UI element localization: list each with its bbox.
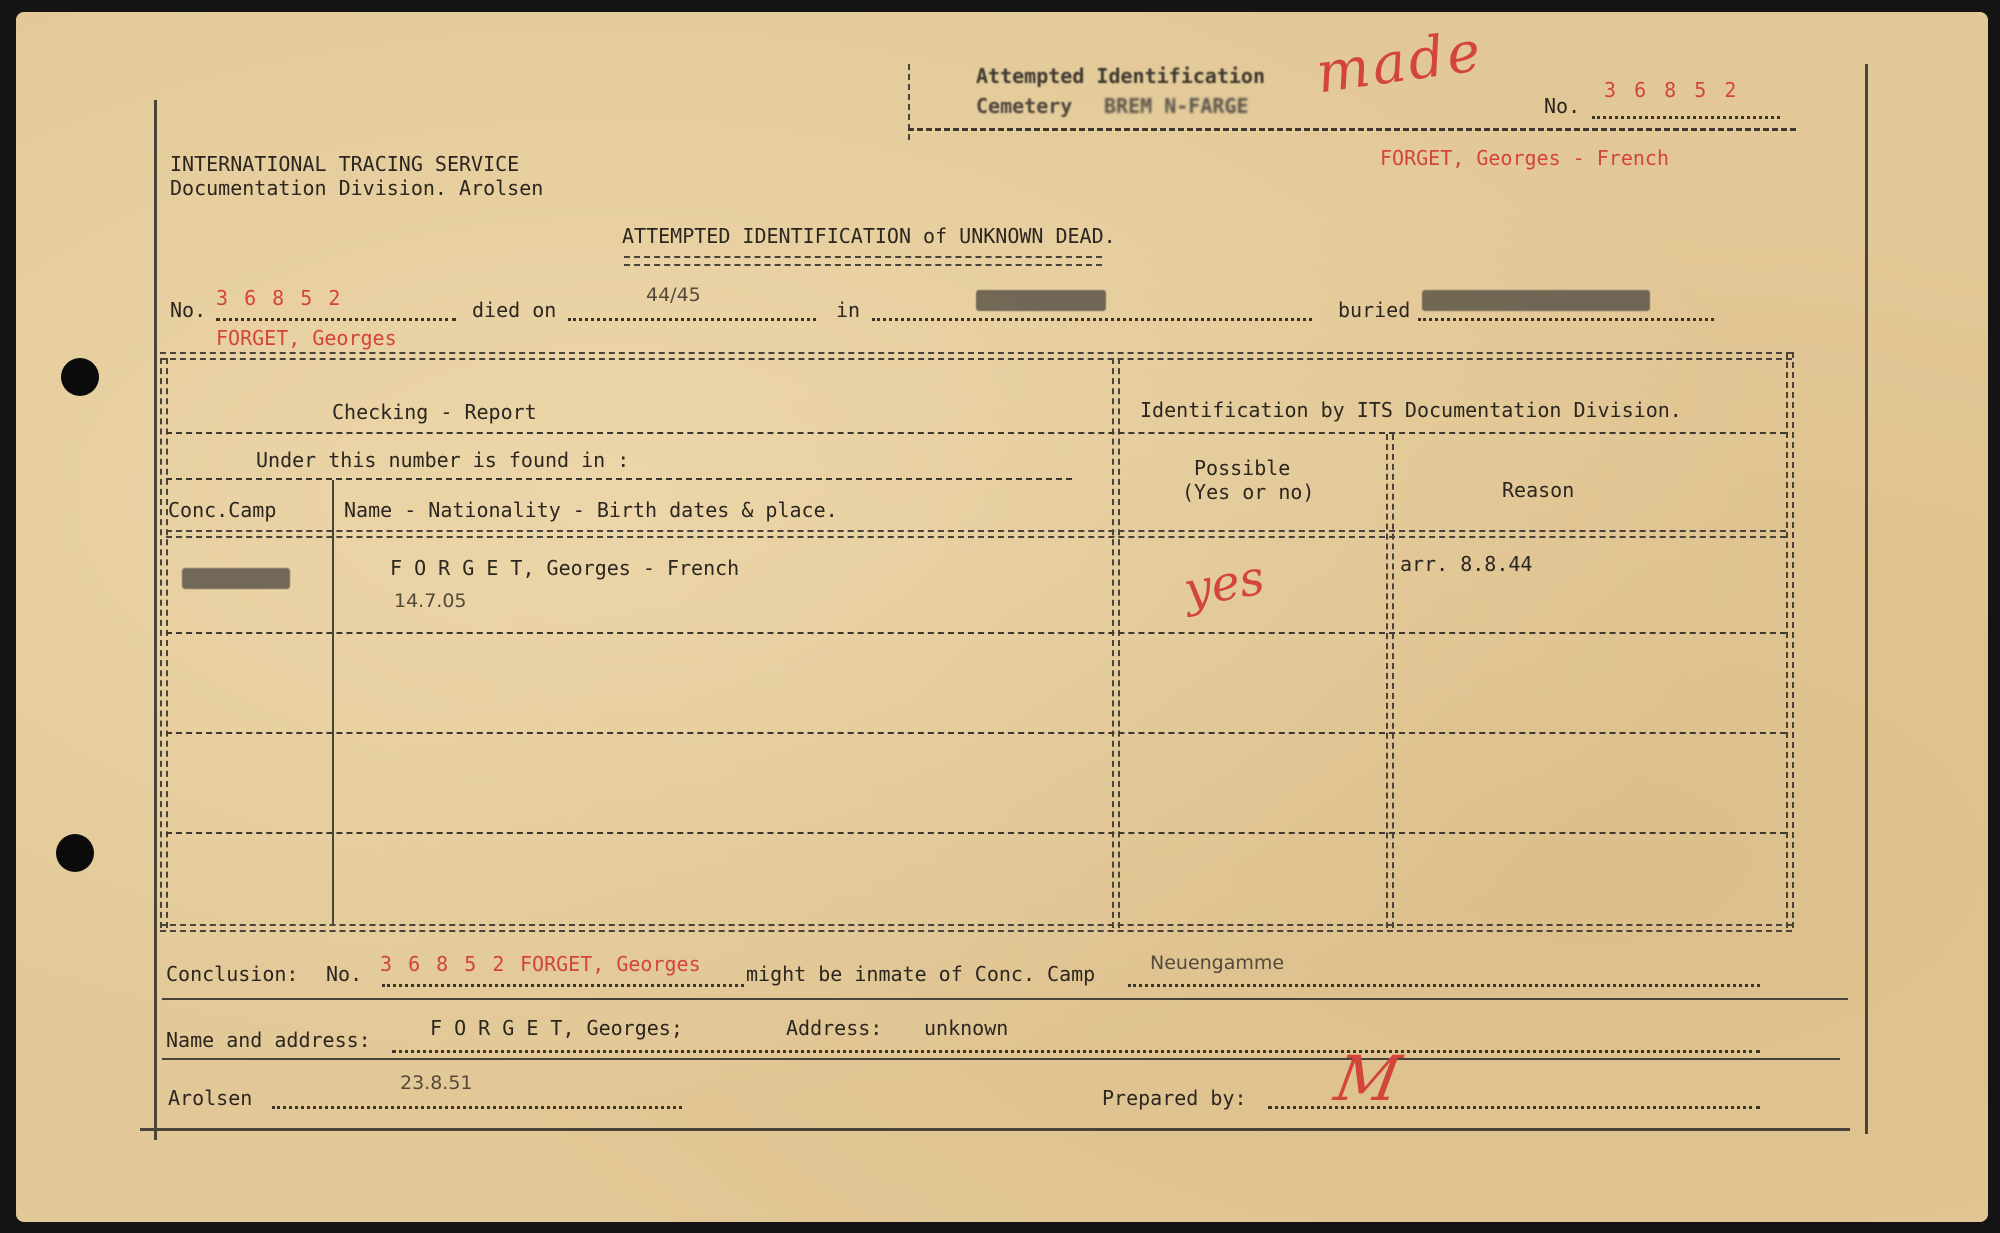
conclusion-no-dots (382, 984, 744, 987)
column-header-reason: Reason (1502, 478, 1575, 502)
record-buried-label: buried (1338, 298, 1411, 322)
conclusion-no-label: No. (326, 962, 363, 986)
conclusion-camp-dots (1128, 984, 1760, 987)
name-address-name: F O R G E T, Georges; (430, 1016, 683, 1040)
record-died-dots (568, 318, 816, 321)
name-address-address-label: Address: (786, 1016, 883, 1040)
title-double-underline (624, 256, 1102, 266)
record-buried-value: Cemetery Bremen-Farge (1422, 290, 1650, 311)
punch-hole-upper (61, 358, 99, 396)
record-in-dots (872, 318, 1312, 321)
name-address-address-value: unknown (924, 1016, 1009, 1040)
top-right-name: FORGET, Georges - French (1380, 146, 1669, 170)
name-address-dots (392, 1050, 1760, 1053)
table-column-divider-camp (332, 480, 334, 926)
header-box-cemetery-label: Cemetery (976, 94, 1073, 118)
document-card (16, 12, 1988, 1222)
institution-line-1: INTERNATIONAL TRACING SERVICE (170, 152, 520, 176)
record-died-label: died on (472, 298, 557, 322)
row-1-birth: 14.7.05 (394, 590, 467, 612)
record-died-value: 44/45 (646, 284, 701, 306)
row-separator-1 (166, 632, 1786, 634)
header-box-cemetery-value: BREM N-FARGE (1104, 94, 1249, 118)
right-frame-line (1865, 64, 1868, 1134)
row-separator-2 (166, 732, 1786, 734)
name-address-label: Name and address: (166, 1028, 371, 1052)
footer-date-value: 23.8.51 (400, 1072, 473, 1094)
table-right-border (1786, 352, 1794, 928)
header-box-title: Attempted Identification (976, 64, 1265, 88)
record-name-value: FORGET, Georges (216, 326, 397, 350)
conclusion-middle-text: might be inmate of Conc. Camp (746, 962, 1096, 986)
column-header-possible-2: (Yes or no) (1182, 480, 1315, 504)
column-header-possible-1: Possible (1194, 456, 1291, 480)
footer-initial-signature: M (1329, 1042, 1406, 1115)
bottom-frame-line (140, 1128, 1850, 1131)
found-in-label: Under this number is found in : (256, 448, 630, 472)
header-box-bottom-line (908, 128, 1796, 131)
table-top-border (160, 352, 1792, 360)
column-header-camp: Conc.Camp (168, 498, 277, 522)
column-header-name: Name - Nationality - Birth dates & place. (344, 498, 838, 522)
row-1-name: F O R G E T, Georges - French (390, 556, 740, 580)
record-no-label: No. (170, 298, 207, 322)
table-column-divider-main (1112, 358, 1120, 928)
row-separator-3 (166, 832, 1786, 834)
footer-date-dots (272, 1106, 682, 1109)
table-bottom-border (160, 924, 1792, 932)
row-1-camp: Neuengamme (182, 568, 291, 589)
name-address-underline (162, 1058, 1840, 1060)
record-in-label: in (836, 298, 861, 322)
row-1-reason: arr. 8.8.44 (1400, 552, 1533, 576)
document-title: ATTEMPTED IDENTIFICATION of UNKNOWN DEAD. (622, 224, 1116, 248)
table-column-divider-possible (1386, 434, 1394, 928)
header-box-no-value: 3 6 8 5 2 (1604, 78, 1740, 102)
header-box-handwritten-made: made (1312, 18, 1488, 107)
punch-hole-lower (56, 834, 94, 872)
table-header-separator (166, 432, 1786, 434)
conclusion-label: Conclusion: (166, 962, 299, 986)
record-no-dots (216, 318, 456, 321)
record-buried-dots (1418, 318, 1714, 321)
record-no-value: 3 6 8 5 2 (216, 286, 343, 310)
column-header-bottom-border (166, 530, 1786, 538)
found-in-underline (166, 478, 1072, 480)
footer-prepared-label: Prepared by: (1102, 1086, 1247, 1110)
conclusion-no-value: 3 6 8 5 2 (380, 952, 507, 976)
conclusion-camp-value: Neuengamme (1150, 952, 1285, 974)
checking-report-heading: Checking - Report (332, 400, 537, 424)
header-box-no-label: No. (1544, 94, 1581, 118)
table-left-border (160, 358, 168, 928)
conclusion-name-value: FORGET, Georges (520, 952, 701, 976)
its-identification-heading: Identification by ITS Documentation Division. (1140, 398, 1682, 422)
record-in-value: Bremen-Farge (976, 290, 1107, 311)
footer-place-label: Arolsen (168, 1086, 253, 1110)
left-frame-line (154, 100, 157, 1140)
header-box-no-dots (1592, 116, 1780, 119)
institution-line-2: Documentation Division. Arolsen (170, 176, 544, 200)
row-1-possible: yes (1179, 549, 1269, 619)
conclusion-underline (162, 998, 1848, 1000)
